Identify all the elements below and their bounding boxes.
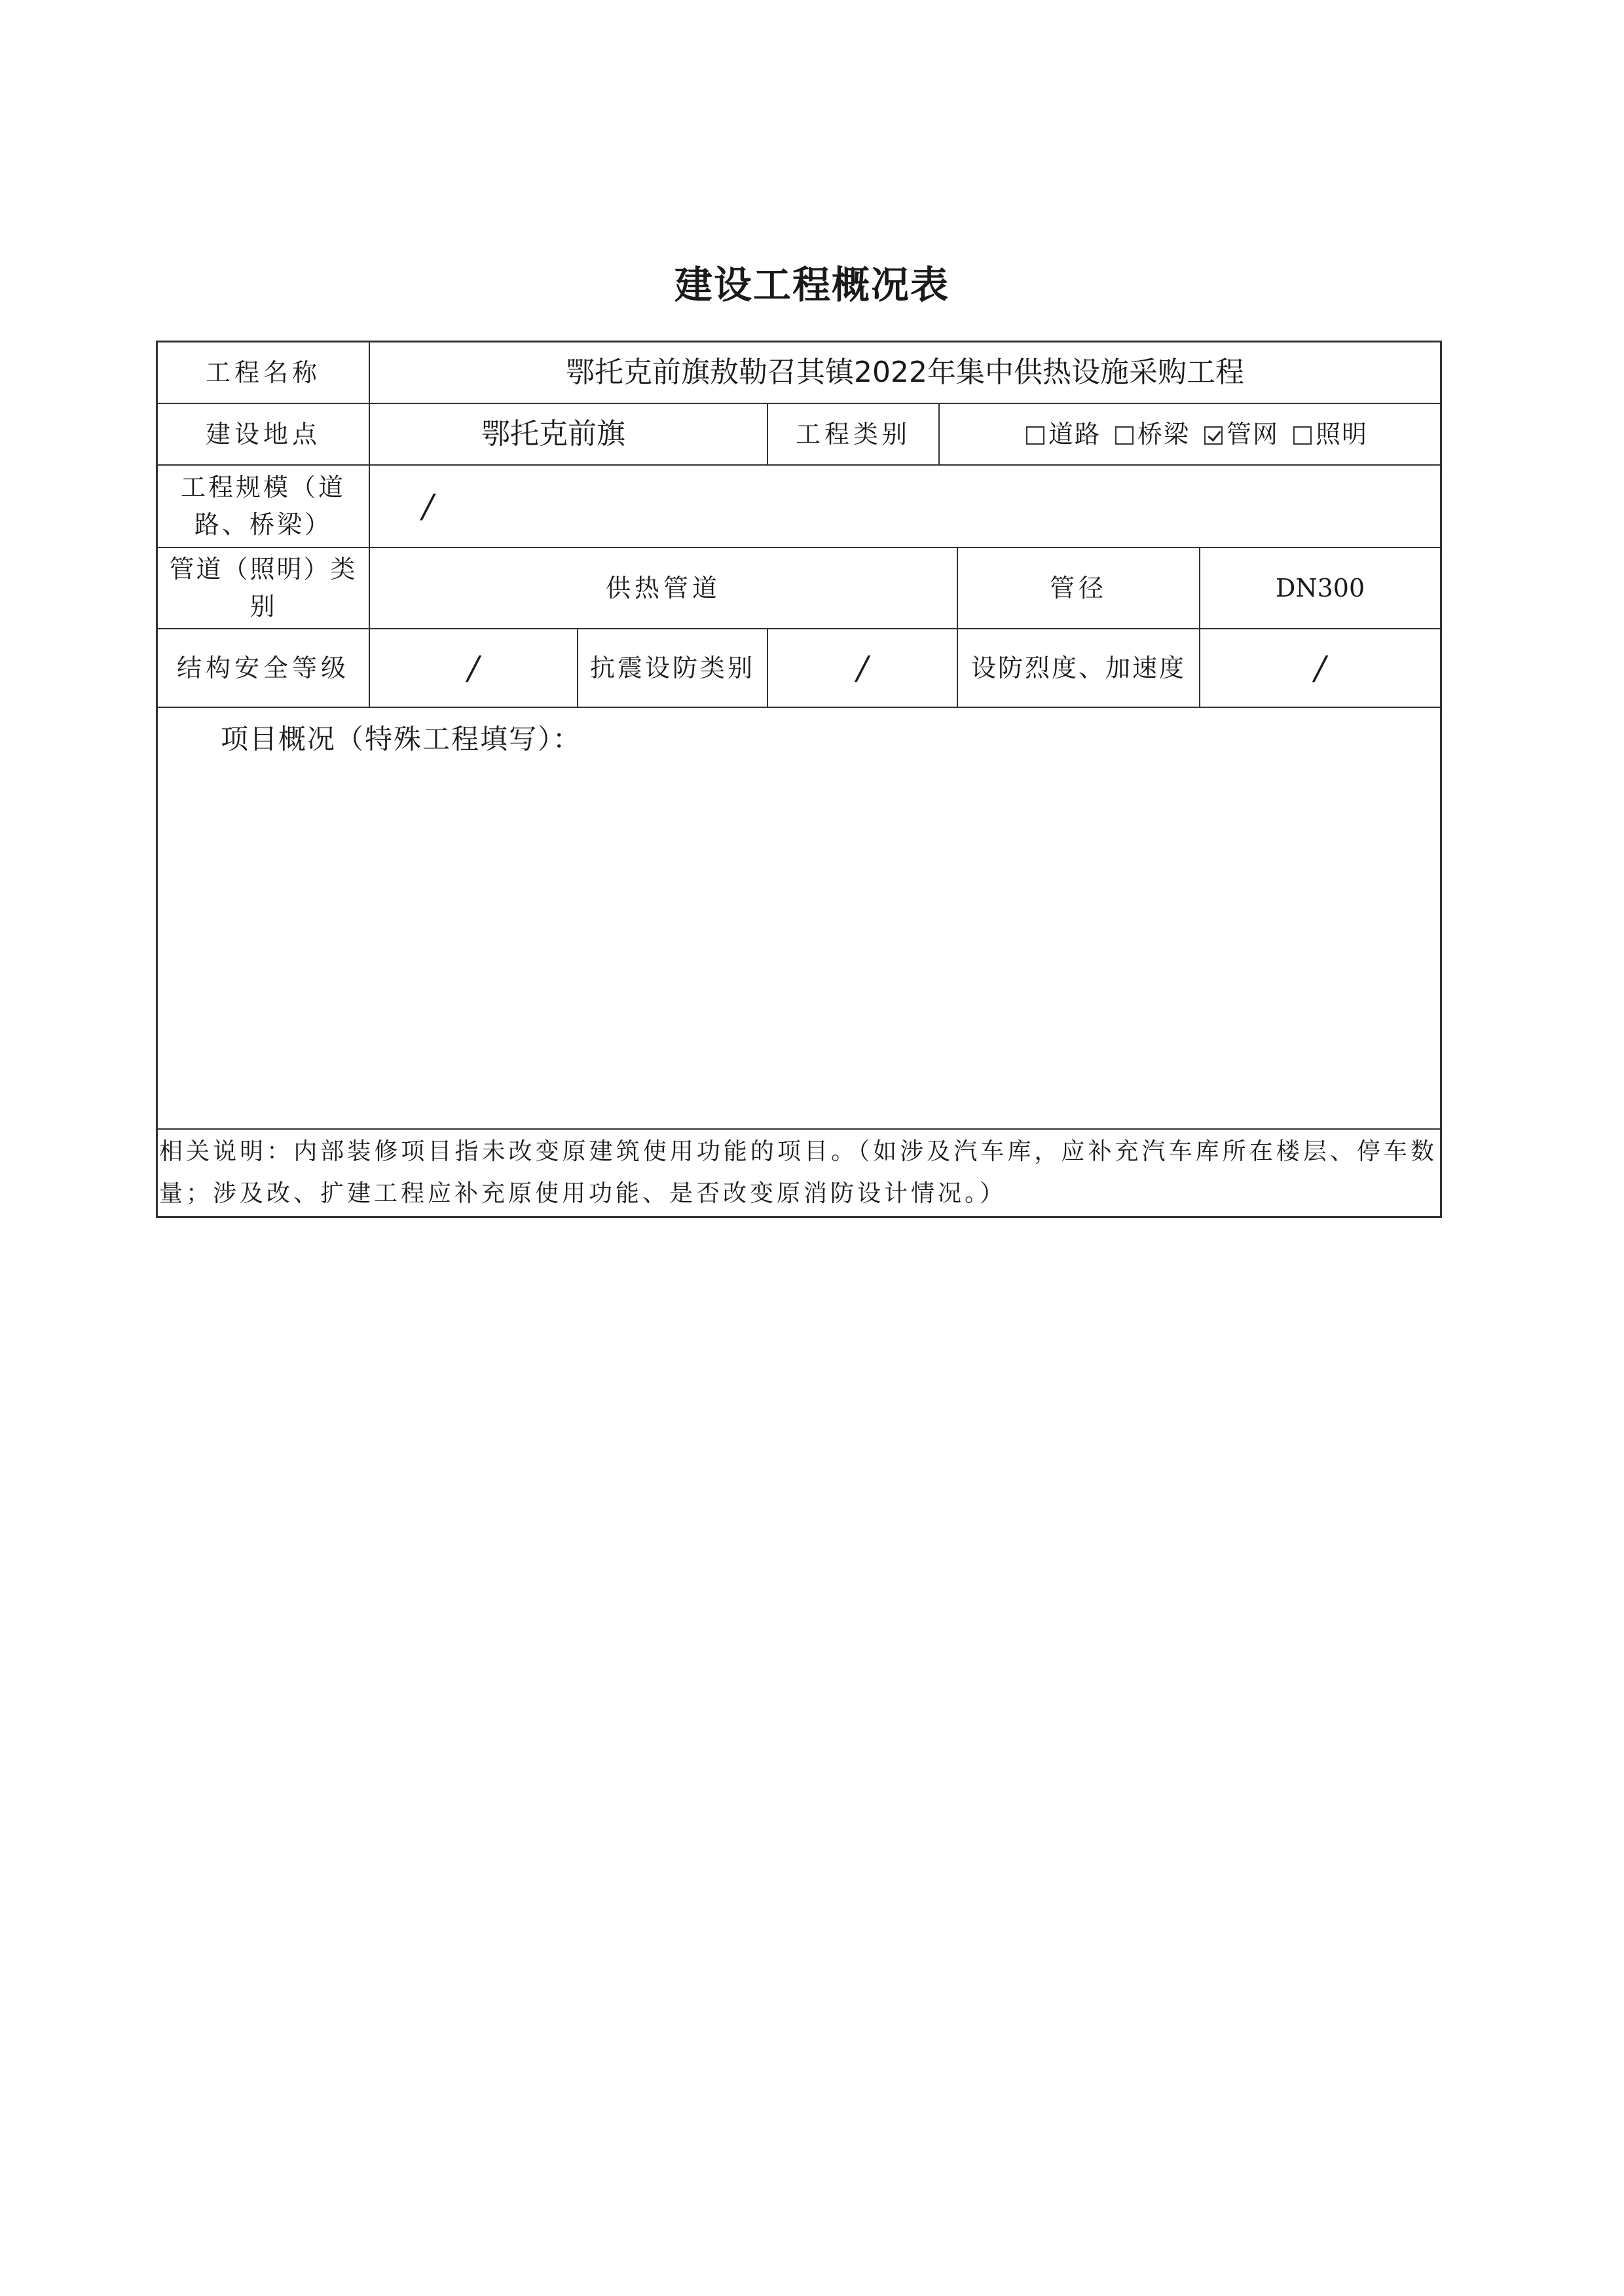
structure-safety-value: / — [468, 648, 479, 687]
category-option-pipe-network[interactable] — [1190, 416, 1279, 453]
category-option-bridge[interactable] — [1101, 416, 1190, 453]
note-text: 相关说明：内部装修项目指未改变原建筑使用功能的项目。（如涉及汽车库，应补充汽车库所在楼层、停车数量；涉及改、扩建工程应补充原使用功能、是否改变原消防设计情况。） — [159, 1138, 1437, 1207]
structure-safety-label: 结构安全等级 — [176, 653, 350, 682]
diameter-label: 管径 — [1049, 573, 1107, 602]
project-name-label: 工程名称 — [205, 358, 321, 387]
category-option-label: 管网 — [1227, 419, 1280, 449]
checkbox-road[interactable] — [1026, 426, 1044, 445]
pipe-type-value: 供热管道 — [605, 573, 721, 602]
project-overview-form — [156, 341, 1442, 1218]
checkbox-lighting[interactable] — [1293, 426, 1312, 445]
category-option-lighting[interactable] — [1279, 416, 1368, 453]
scale-label: 工程规模（道路、桥梁） — [180, 473, 346, 539]
category-options — [940, 404, 1440, 464]
overview-label: 项目概况（特殊工程填写）： — [221, 722, 582, 755]
page-title: 建设工程概况表 — [674, 263, 950, 307]
category-option-label: 照明 — [1316, 419, 1369, 449]
intensity-value: / — [1314, 648, 1326, 687]
scale-value: / — [422, 487, 434, 525]
category-label: 工程类别 — [795, 419, 911, 449]
location-label: 建设地点 — [205, 419, 321, 449]
project-name-value: 鄂托克前旗敖勒召其镇2022年集中供热设施采购工程 — [566, 356, 1244, 389]
checkbox-bridge[interactable] — [1115, 426, 1134, 445]
diameter-value: DN300 — [1275, 573, 1365, 602]
seismic-category-value: / — [857, 648, 868, 687]
pipe-type-label: 管道（照明）类别 — [169, 555, 358, 621]
row-divider — [158, 1128, 1440, 1130]
category-option-label: 道路 — [1048, 419, 1101, 449]
location-value: 鄂托克前旗 — [481, 417, 625, 451]
row-divider — [158, 707, 1440, 708]
intensity-label: 设防烈度、加速度 — [970, 653, 1186, 682]
category-option-road[interactable] — [1012, 416, 1101, 453]
checkbox-pipe-network-checked[interactable] — [1204, 426, 1223, 445]
seismic-category-label: 抗震设防类别 — [589, 653, 755, 682]
overview-content-area[interactable] — [158, 768, 1440, 1127]
category-option-label: 桥梁 — [1137, 419, 1190, 449]
